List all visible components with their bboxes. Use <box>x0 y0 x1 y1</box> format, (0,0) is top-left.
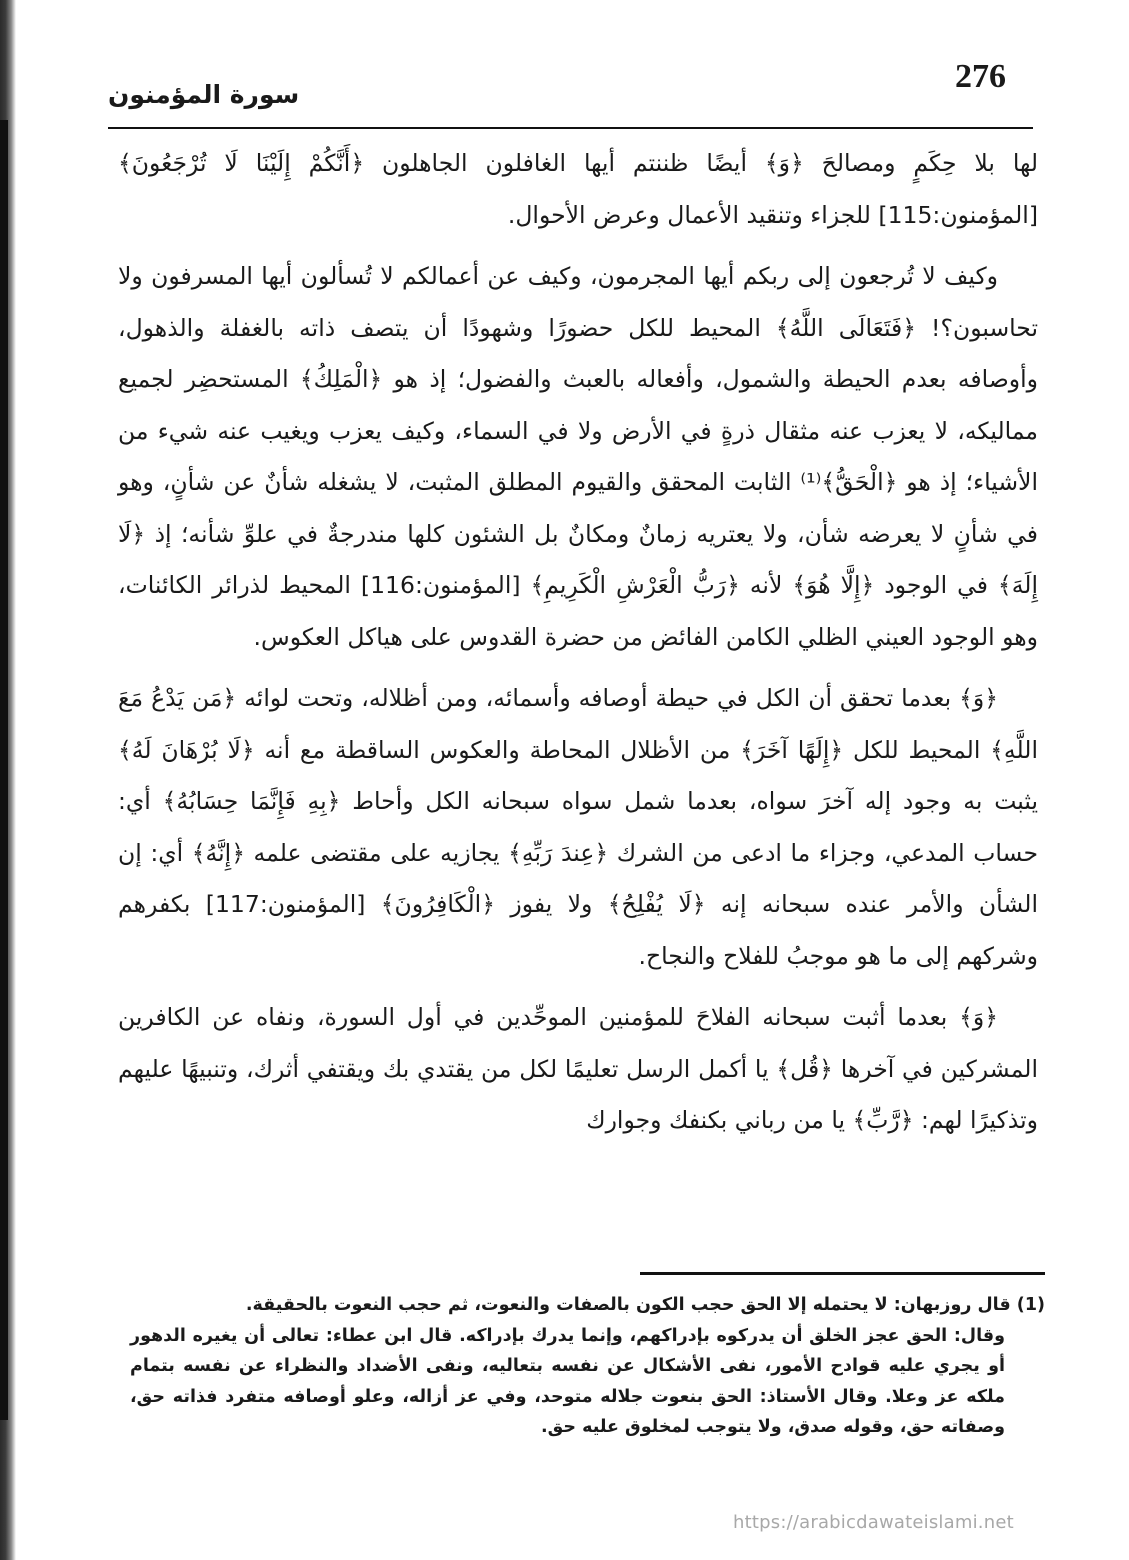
footnote-1-continued: وقال: الحق عجز الخلق أن يدركوه بإدراكهم، وإنما يدرك بإدراكه. قال ابن عطاء: تعالى أن يغيره الدهور أو يجري عليه قوادح الأمور، نفى الأشكال عن نفسه بتعاليه، ونفى الأضداد والنظراء عن نفسه بتمام ملكه عز وعلا. وقال الأستاذ: الحق بنعوت جلاله متوحد، وفي عز أزاله، وعلو أوصافه متفرد فذاته حق، وصفاته حق، وقوله صدق، ولا يتوجب لمخلوق عليه حق. <box>130 1325 1005 1437</box>
footnote-rule <box>640 1272 1045 1275</box>
main-text <box>118 138 1038 1157</box>
page-number: 276 <box>955 58 1006 95</box>
footnotes <box>130 1290 1045 1443</box>
page-binding-edge <box>0 120 8 1420</box>
watermark-url: https://arabicdawateislami.net <box>733 1512 1014 1533</box>
paragraph-2: وكيف لا تُرجعون إلى ربكم أيها المجرمون، وكيف عن أعمالكم لا تُسألون أيها المسرفون ولا تحاسبون؟! ﴿فَتَعَالَى اللَّهُ﴾ المحيط للكل حضورًا وشهودًا أن يتصف ذاته بالغفلة والذهول، وأوصافه بعدم الحيطة والشمول، وأفعاله بالعبث والفضول؛ إذ هو ﴿الْمَلِكُ﴾ المستحضِر لجميع مماليكه، لا يعزب عنه مثقال ذرةٍ في الأرض ولا في السماء، وكيف يعزب ويغيب عنه شيء من الأشياء؛ إذ هو ﴿الْحَقُّ﴾⁽¹⁾ الثابت المحقق والقيوم المطلق المثبت، لا يشغله شأنٌ عن شأنٍ، وهو في شأنٍ لا يعرضه شأن، ولا يعتريه زمانٌ ومكانٌ بل الشئون كلها مندرجةٌ في علوِّ شأنه؛ إذ ﴿لَا إِلَهَ﴾ في الوجود ﴿إِلَّا هُوَ﴾ لأنه ﴿رَبُّ الْعَرْشِ الْكَرِيمِ﴾ [المؤمنون:116] المحيط لذرائر الكائنات، وهو الوجود العيني الظلي الكامن الفائض من حضرة القدوس على هياكل العكوس. <box>118 262 1038 651</box>
surah-title: سورة المؤمنون <box>108 80 300 109</box>
paragraph-3: ﴿وَ﴾ بعدما تحقق أن الكل في حيطة أوصافه وأسمائه، ومن أظلاله، وتحت لوائه ﴿مَن يَدْعُ مَعَ اللَّهِ﴾ المحيط للكل ﴿إِلَهًا آخَرَ﴾ من الأظلال المحاطة والعكوس الساقطة مع أنه ﴿لَا بُرْهَانَ لَهُ﴾ يثبت به وجود إله آخرَ سواه، بعدما شمل سواه سبحانه الكل وأحاط ﴿بِهِ فَإِنَّمَا حِسَابُهُ﴾ أي: حساب المدعي، وجزاء ما ادعى من الشرك ﴿عِندَ رَبِّهِ﴾ يجازيه على مقتضى علمه ﴿إِنَّهُ﴾ أي: إن الشأن والأمر عنده سبحانه إنه ﴿لَا يُفْلِحُ﴾ ولا يفوز ﴿الْكَافِرُونَ﴾ [المؤمنون:117] بكفرهم وشركهم إلى ما هو موجبُ للفلاح والنجاح. <box>118 684 1038 970</box>
header-rule <box>108 127 1033 129</box>
footnote-1: (1) قال روزبهان: لا يحتمله إلا الحق حجب الكون بالصفات والنعوت، ثم حجب النعوت بالحقيقة. <box>245 1295 1045 1315</box>
paragraph-4: ﴿وَ﴾ بعدما أثبت سبحانه الفلاحَ للمؤمنين الموحِّدين في أول السورة، ونفاه عن الكافرين المشركين في آخرها ﴿قُل﴾ يا أكمل الرسل تعليمًا لكل من يقتدي بك ويقتفي أثرك، وتنبيهًا عليهم وتذكيرًا لهم: ﴿رَّبِّ﴾ يا من رباني بكنفك وجوارك <box>118 1003 1038 1134</box>
paragraph-1: لها بلا حِكَمٍ ومصالحَ ﴿وَ﴾ أيضًا ظننتم أيها الغافلون الجاهلون ﴿أَنَّكُمْ إِلَيْنَا لَا تُرْجَعُونَ﴾ [المؤمنون:115] للجزاء وتنقيد الأعمال وعرض الأحوال. <box>118 149 1038 229</box>
